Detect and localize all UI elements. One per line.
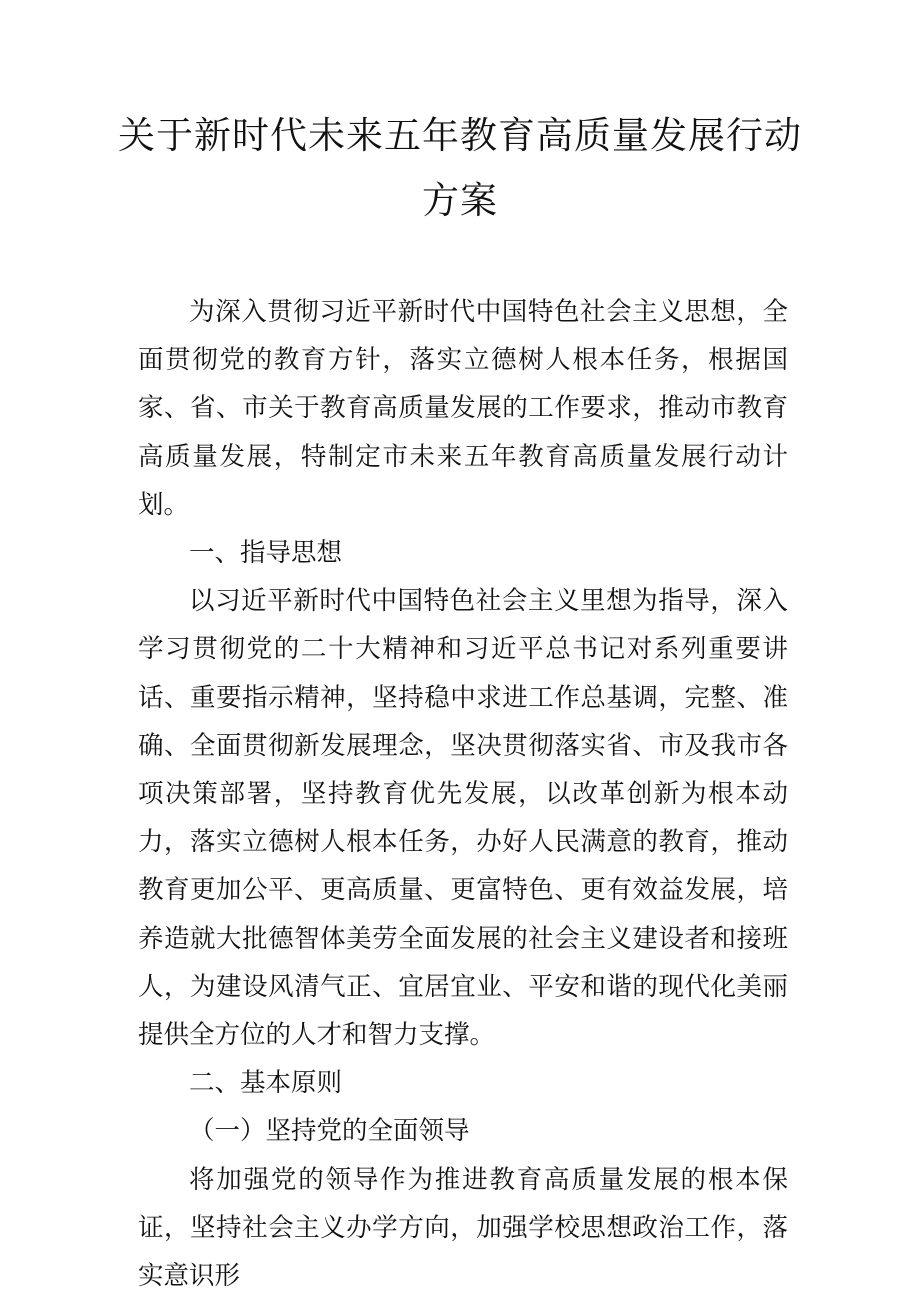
section-heading-basic-principles: 二、基本原则 (189, 1068, 343, 1099)
guiding-ideology-paragraph: 以习近平新时代中国特色社会主义里想为指导，深入学习贯彻党的二十大精神和习近平总书记对系列重要讲话、重要指示精神，坚持稳中求进工作总基调，完整、准确、全面贯彻新发展理念，坚决贯彻落实省、市及我市各项决策部署，坚持教育优先发展，以改革创新为根本动力，落实立德树人根本任务，办好人民满意的教育，推动教育更加公平、更高质量、更富特色、更有效益发展，培养造就大批德智体美劳全面发展的社会主义建设者和接班人，为建设风清气正、宜居宜业、平安和谐的现代化美丽提供全方位的人才和智力支撑。 (138, 586, 788, 1051)
document-title-line1: 关于新时代未来五年教育高质量发展行动 (118, 114, 802, 157)
document-title-line2: 方案 (422, 179, 498, 222)
section-heading-guiding-ideology: 一、指导思想 (189, 538, 343, 569)
intro-paragraph: 为深入贯彻习近平新时代中国特色社会主义思想，全面贯彻党的教育方针，落实立德树人根本任务，根据国家、省、市关于教育高质量发展的工作要求，推动市教育高质量发展，特制定市未来五年教育高质量发展行动计划。 (138, 297, 788, 520)
document-body (138, 288, 788, 1300)
party-leadership-paragraph: 将加强党的领导作为推进教育高质量发展的根本保证，坚持社会主义办学方向，加强学校思想政治工作，落实意识形 (138, 1164, 788, 1292)
subsection-heading-party-leadership: （一）坚持党的全面领导 (189, 1116, 470, 1147)
